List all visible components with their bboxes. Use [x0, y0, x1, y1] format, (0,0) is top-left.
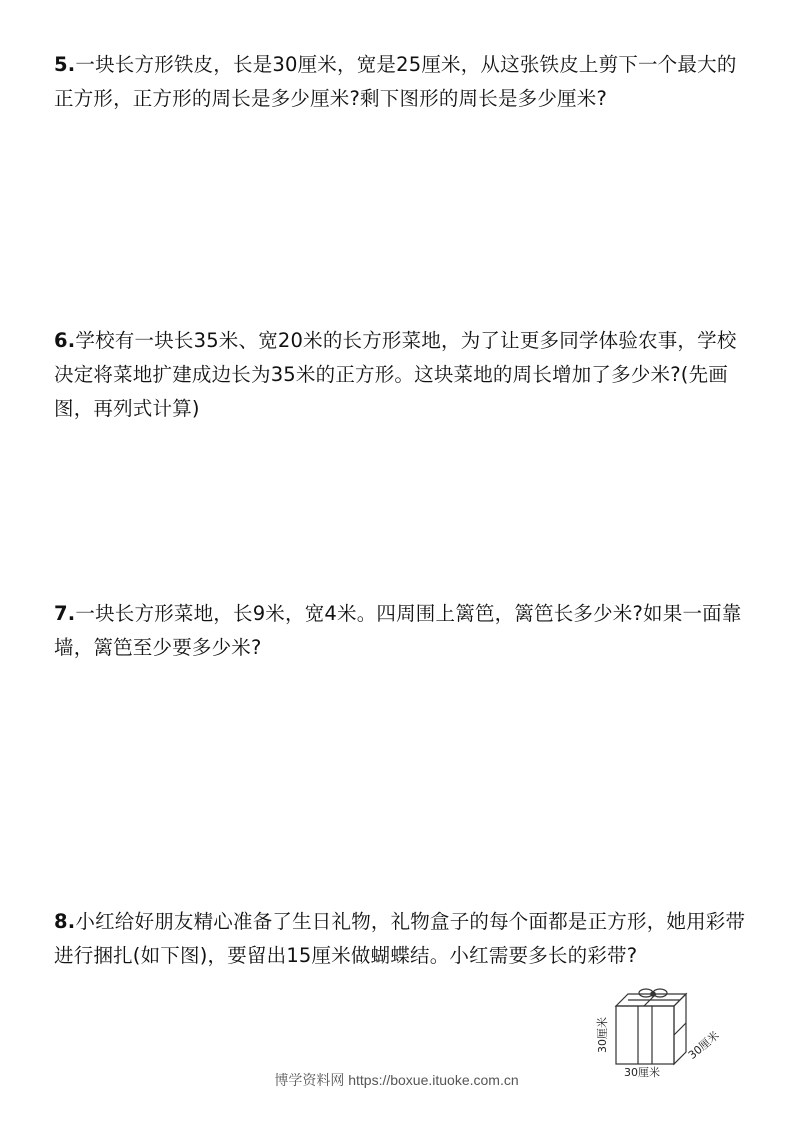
question-text: 一块长方形菜地，长9米，宽4米。四周围上篱笆，篱笆长多少米?如果一面靠墙，篱笆至少要多少米?	[54, 602, 742, 659]
gift-box-figure	[588, 978, 728, 1078]
question-8	[54, 905, 754, 973]
question-text: 小红给好朋友精心准备了生日礼物，礼物盒子的每个面都是正方形，她用彩带进行捆扎(如下图)，要留出15厘米做蝴蝶结。小红需要多长的彩带?	[54, 910, 746, 967]
question-number: 6.	[54, 329, 76, 352]
question-text: 学校有一块长35米、宽20米的长方形菜地，为了让更多同学体验农事，学校决定将菜地扩建成边长为35米的正方形。这块菜地的周长增加了多少米?(先画图，再列式计算)	[54, 329, 737, 420]
footer-watermark: 博学资料网 https://boxue.ituoke.com.cn	[274, 1072, 519, 1088]
question-7	[54, 597, 754, 665]
question-text: 一块长方形铁皮，长是30厘米，宽是25厘米，从这张铁皮上剪下一个最大的正方形，正方形的周长是多少厘米?剩下图形的周长是多少厘米?	[54, 53, 737, 110]
question-number: 7.	[54, 602, 76, 625]
height-label: 30厘米	[596, 1017, 609, 1053]
question-6	[54, 324, 754, 426]
gift-box-drawing	[588, 978, 728, 1078]
question-number: 5.	[54, 53, 76, 76]
bow-knot	[651, 992, 655, 996]
question-number: 8.	[54, 910, 76, 933]
depth-label: 30厘米	[685, 1028, 722, 1062]
box-front-face	[616, 1006, 674, 1064]
width-label: 30厘米	[624, 1066, 660, 1078]
ribbon-side	[674, 1023, 686, 1035]
question-5	[54, 48, 754, 116]
